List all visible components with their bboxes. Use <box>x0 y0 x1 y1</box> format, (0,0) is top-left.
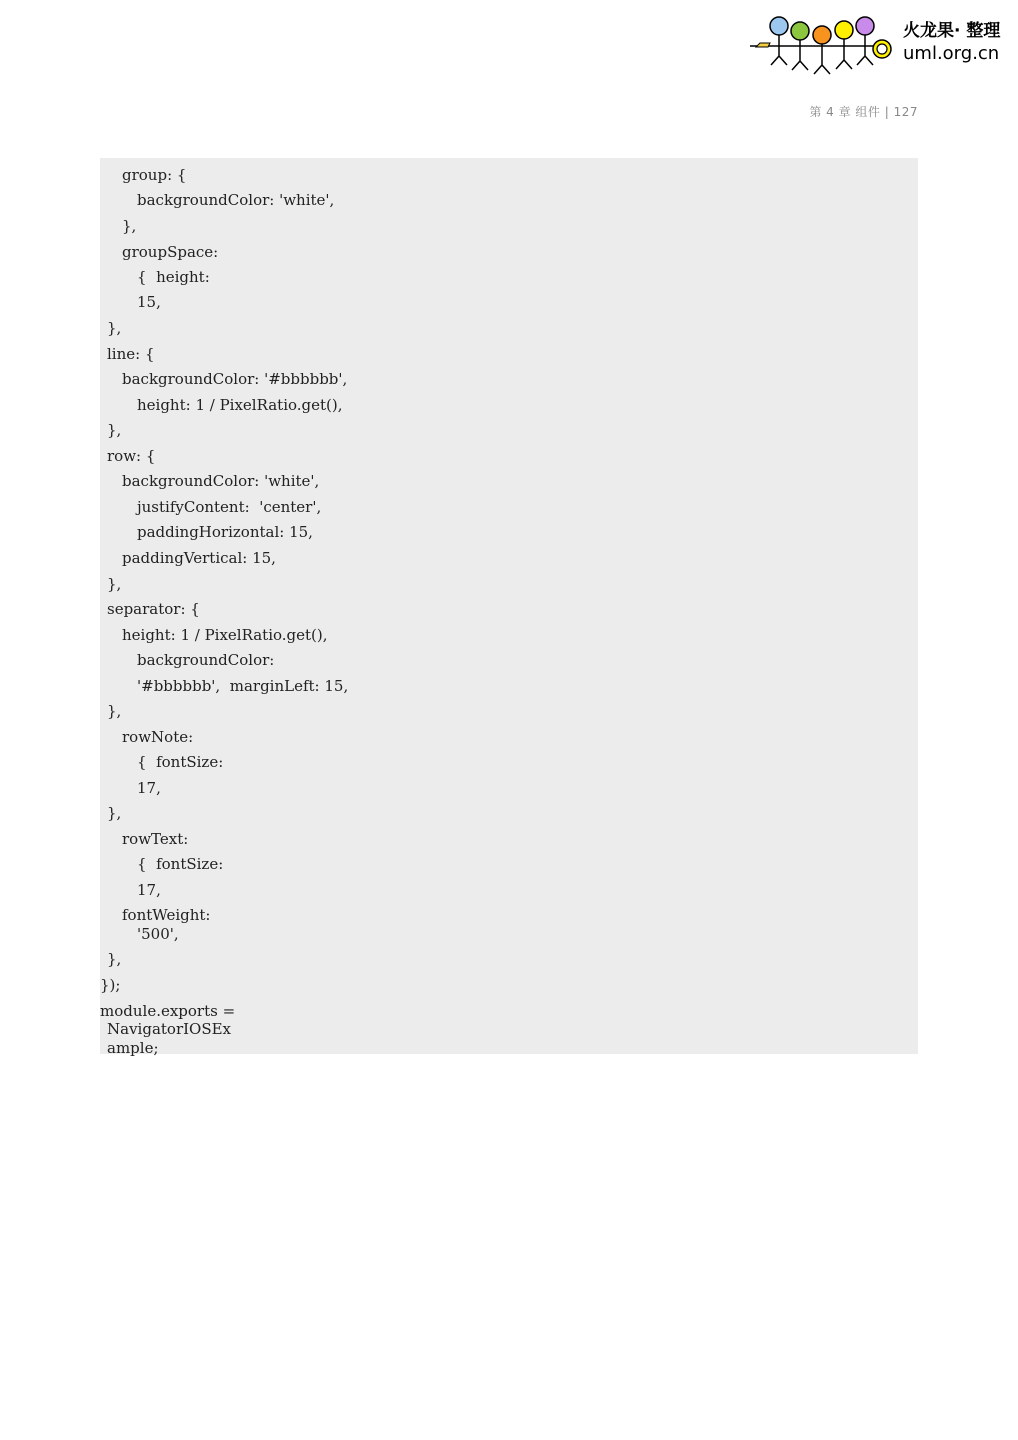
code-line: 17, <box>137 881 161 899</box>
publisher-logo <box>748 10 1013 78</box>
code-block <box>100 158 918 1057</box>
code-line: ample; <box>107 1039 159 1057</box>
code-line: '500', <box>137 925 179 943</box>
code-line: '#bbbbbb', marginLeft: 15, <box>137 677 349 695</box>
code-line: 15, <box>137 293 161 311</box>
code-line: 17, <box>137 779 161 797</box>
code-line: separator: { <box>107 600 200 618</box>
code-line: rowText: <box>122 830 189 848</box>
code-line: line: { <box>107 345 155 363</box>
stick-figures-logo-icon <box>748 10 898 78</box>
code-line: }, <box>122 217 137 235</box>
logo-url: uml.org.cn <box>903 43 1000 64</box>
running-head: 第 4 章 组件 | 127 <box>809 105 918 119</box>
code-line: row: { <box>107 447 156 465</box>
code-line: { height: <box>137 268 210 286</box>
code-line: group: { <box>122 166 187 184</box>
code-line: justifyContent: 'center', <box>137 498 322 516</box>
code-line: }, <box>107 575 122 593</box>
code-line: paddingHorizontal: 15, <box>137 523 313 541</box>
logo-title: 火龙果· 整理 <box>903 21 1001 41</box>
code-line: NavigatorIOSEx <box>107 1020 232 1038</box>
code-line: backgroundColor: '#bbbbbb', <box>122 370 348 388</box>
code-line: module.exports = <box>100 1002 236 1020</box>
code-line: paddingVertical: 15, <box>122 549 276 567</box>
code-line: groupSpace: <box>122 243 219 261</box>
code-line: fontWeight: <box>122 906 211 924</box>
code-line: }, <box>107 319 122 337</box>
code-line: }, <box>107 804 122 822</box>
code-line: backgroundColor: 'white', <box>137 191 335 209</box>
code-line: }, <box>107 421 122 439</box>
code-line: { fontSize: <box>137 855 224 873</box>
code-line: }, <box>107 702 122 720</box>
code-line: height: 1 / PixelRatio.get(), <box>122 626 328 644</box>
code-line: backgroundColor: 'white', <box>122 472 320 490</box>
code-line: backgroundColor: <box>137 651 275 669</box>
code-line: { fontSize: <box>137 753 224 771</box>
code-line: }); <box>100 976 121 994</box>
code-line: }, <box>107 950 122 968</box>
code-line: rowNote: <box>122 728 194 746</box>
code-line: height: 1 / PixelRatio.get(), <box>137 396 343 414</box>
